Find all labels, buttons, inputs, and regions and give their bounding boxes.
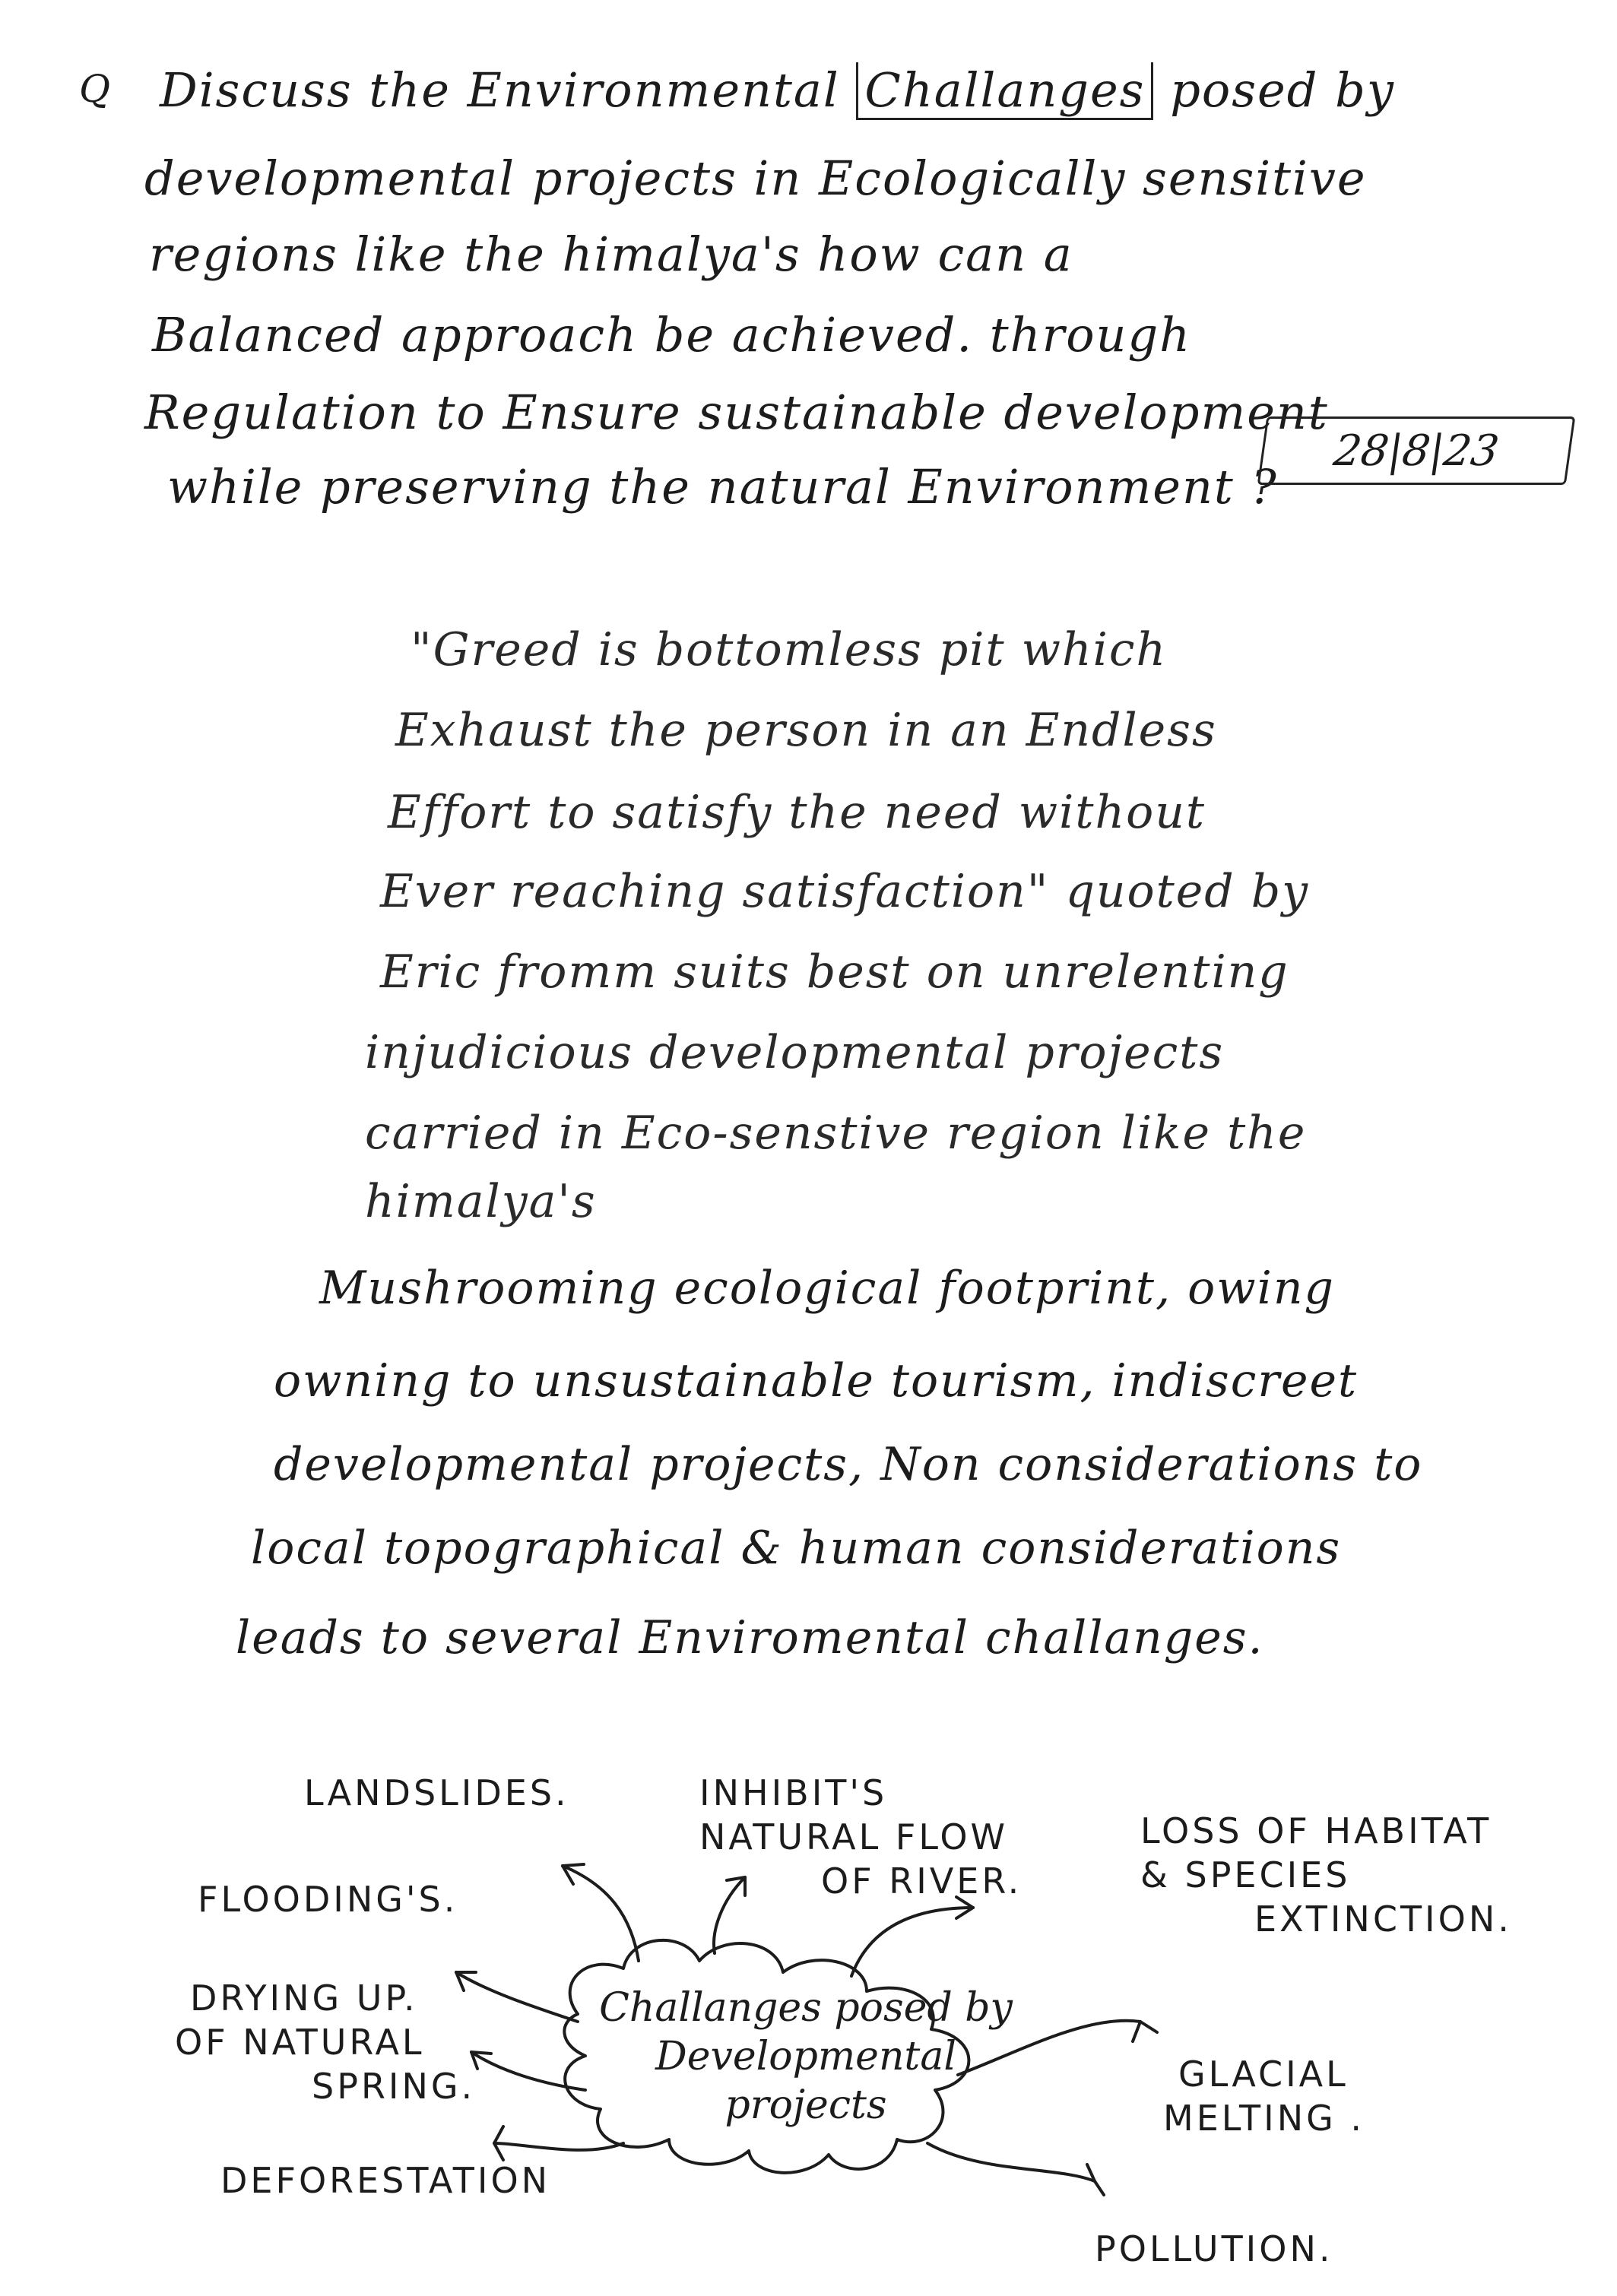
question-line-1-text: Discuss the Environmental (160, 62, 840, 118)
node-inhibits-line-3: OF RIVER. (821, 1861, 1023, 1902)
question-line-5: Regulation to Ensure sustainable development (144, 385, 1329, 440)
arrow-pollution (927, 2143, 1095, 2181)
quote-line-8: himalya's (365, 1175, 597, 1228)
arrow-landslides (563, 1866, 639, 1961)
node-landslides: LANDSLIDES. (304, 1772, 569, 1813)
node-pollution: POLLUTION. (1095, 2228, 1333, 2269)
node-floodings: FLOODING'S. (198, 1879, 458, 1920)
quote-line-6: injudicious developmental projects (365, 1026, 1225, 1079)
question-marker: Q (79, 67, 110, 111)
node-habitat-line-2: & SPECIES (1140, 1854, 1351, 1895)
center-line-2: Developmental (655, 2034, 956, 2079)
question-line-4: Balanced approach be achieved. through (152, 307, 1192, 363)
node-loss-of-habitat (1140, 1809, 1512, 1941)
date-box: 28|8|23 (1257, 416, 1576, 485)
paragraph-line-2: owning to unsustainable tourism, indiscreet (274, 1354, 1359, 1408)
question-boxed-word: Challanges (856, 62, 1153, 120)
quote-line-2: Exhaust the person in an Endless (395, 704, 1217, 757)
node-drying-line-1: DRYING UP. (190, 1978, 418, 2019)
question-line-2: developmental projects in Ecologically sensitive (144, 150, 1367, 206)
node-inhibits-line-2: NATURAL FLOW (699, 1816, 1009, 1857)
mindmap-center (578, 1984, 1034, 2130)
node-habitat-line-1: LOSS OF HABITAT (1140, 1810, 1492, 1851)
quote-line-1: "Greed is bottomless pit which (411, 623, 1168, 676)
arrow-deforestation (494, 2143, 623, 2150)
arrow-habitat (851, 1908, 973, 1976)
node-inhibits-line-1: INHIBIT'S (699, 1772, 888, 1813)
quote-line-5: Eric fromm suits best on unrelenting (380, 945, 1289, 999)
node-glacial (1163, 2052, 1365, 2140)
center-line-3: projects (724, 2082, 887, 2128)
node-habitat-line-3: EXTINCTION. (1254, 1899, 1512, 1940)
quote-line-3: Effort to satisfy the need without (388, 786, 1206, 839)
node-drying-line-3: SPRING. (312, 2066, 476, 2107)
node-drying (175, 1976, 475, 2108)
node-inhibits (699, 1771, 1022, 1903)
node-glacial-line-1: GLACIAL (1178, 2054, 1349, 2095)
node-deforestation: DEFORESTATION (220, 2160, 551, 2201)
quote-line-7: carried in Eco-senstive region like the (365, 1107, 1307, 1160)
paragraph-line-3: developmental projects, Non considerations to (274, 1438, 1423, 1491)
paragraph-line-1: Mushrooming ecological footprint, owing (319, 1262, 1335, 1315)
question-line-3: regions like the himalya's how can a (149, 226, 1073, 282)
center-line-1: Challanges posed by (599, 1985, 1013, 2031)
paragraph-line-4: local topographical & human considerations (251, 1522, 1342, 1575)
paragraph-line-5: leads to several Enviromental challanges. (236, 1611, 1264, 1664)
question-line-1-end: posed by (1170, 62, 1395, 118)
quote-line-4: Ever reaching satisfaction" quoted by (380, 865, 1310, 918)
question-line-6: while preserving the natural Environment ? (167, 459, 1278, 515)
node-glacial-line-2: MELTING . (1163, 2098, 1365, 2139)
node-drying-line-2: OF NATURAL (175, 2022, 425, 2063)
